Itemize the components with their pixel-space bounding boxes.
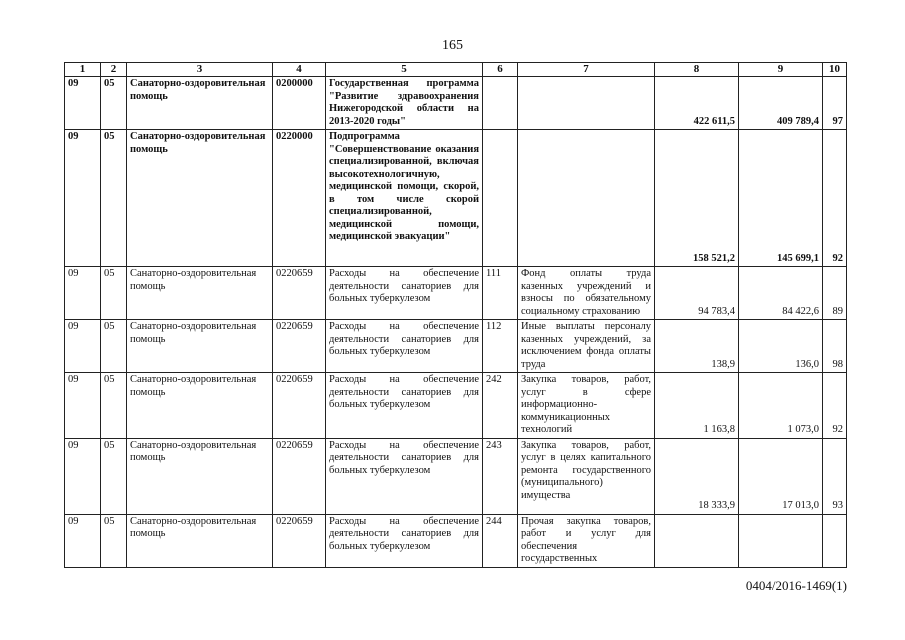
section-name-cell: Санаторно-оздоровительная помощь xyxy=(127,267,273,320)
expense-type-name-cell: Прочая закупка товаров, работ и услуг для обеспечения государственных xyxy=(518,514,655,567)
column-header: 1 xyxy=(65,63,101,77)
expense-type-code-cell: 244 xyxy=(483,514,518,567)
article-name-cell: Расходы на обеспечение деятельности санаториев для больных туберкулезом xyxy=(326,320,483,373)
section-code-cell: 09 xyxy=(65,267,101,320)
article-name-cell: Расходы на обеспечение деятельности санаториев для больных туберкулезом xyxy=(326,438,483,514)
section-code-cell: 09 xyxy=(65,514,101,567)
percent-cell: 92 xyxy=(823,130,847,267)
expense-type-code-cell xyxy=(483,77,518,130)
percent-cell xyxy=(823,514,847,567)
article-name-cell: Расходы на обеспечение деятельности санаториев для больных туберкулезом xyxy=(326,373,483,439)
target-article-cell: 0220659 xyxy=(273,514,326,567)
target-article-cell: 0220659 xyxy=(273,320,326,373)
target-article-cell: 0220659 xyxy=(273,267,326,320)
column-header: 10 xyxy=(823,63,847,77)
subsection-code-cell: 05 xyxy=(101,77,127,130)
column-header: 3 xyxy=(127,63,273,77)
table-body xyxy=(65,77,847,568)
expense-type-name-cell: Закупка товаров, работ, услуг в сфере информационно-коммуникационных технологий xyxy=(518,373,655,439)
expense-type-name-cell: Закупка товаров, работ, услуг в целях капитального ремонта государственного (муниципального) имущества xyxy=(518,438,655,514)
planned-amount-cell: 422 611,5 xyxy=(655,77,739,130)
section-code-cell: 09 xyxy=(65,438,101,514)
planned-amount-cell: 18 333,9 xyxy=(655,438,739,514)
expense-type-code-cell: 242 xyxy=(483,373,518,439)
column-header: 9 xyxy=(739,63,823,77)
target-article-cell: 0220659 xyxy=(273,373,326,439)
subsection-code-cell: 05 xyxy=(101,373,127,439)
section-name-cell: Санаторно-оздоровительная помощь xyxy=(127,320,273,373)
section-name-cell: Санаторно-оздоровительная помощь xyxy=(127,438,273,514)
article-name-cell: Расходы на обеспечение деятельности санаториев для больных туберкулезом xyxy=(326,514,483,567)
column-header: 6 xyxy=(483,63,518,77)
target-article-cell: 0220659 xyxy=(273,438,326,514)
article-name-cell: Подпрограмма "Совершенствование оказания специализированной, включая высокотехнологичную, медицинской помощи, скорой, в том числе скорой специализированной, медицинской помощи, медицинской эвакуации" xyxy=(326,130,483,267)
planned-amount-cell: 158 521,2 xyxy=(655,130,739,267)
expense-type-code-cell: 243 xyxy=(483,438,518,514)
subsection-code-cell: 05 xyxy=(101,320,127,373)
executed-amount-cell: 17 013,0 xyxy=(739,438,823,514)
executed-amount-cell: 136,0 xyxy=(739,320,823,373)
column-header: 5 xyxy=(326,63,483,77)
section-code-cell: 09 xyxy=(65,320,101,373)
table-row xyxy=(65,373,847,439)
budget-table xyxy=(64,62,847,568)
section-name-cell: Санаторно-оздоровительная помощь xyxy=(127,373,273,439)
subsection-code-cell: 05 xyxy=(101,514,127,567)
target-article-cell: 0220000 xyxy=(273,130,326,267)
percent-cell: 89 xyxy=(823,267,847,320)
expense-type-code-cell: 111 xyxy=(483,267,518,320)
planned-amount-cell: 94 783,4 xyxy=(655,267,739,320)
expense-type-code-cell xyxy=(483,130,518,267)
table-row xyxy=(65,130,847,267)
expense-type-name-cell xyxy=(518,77,655,130)
section-name-cell: Санаторно-оздоровительная помощь xyxy=(127,130,273,267)
document-code: 0404/2016-1469(1) xyxy=(745,578,847,593)
subsection-code-cell: 05 xyxy=(101,130,127,267)
percent-cell: 98 xyxy=(823,320,847,373)
executed-amount-cell: 1 073,0 xyxy=(739,373,823,439)
table-row xyxy=(65,438,847,514)
section-name-cell: Санаторно-оздоровительная помощь xyxy=(127,77,273,130)
table-row xyxy=(65,267,847,320)
header-row xyxy=(65,63,847,77)
expense-type-name-cell: Иные выплаты персоналу казенных учреждений, за исключением фонда оплаты труда xyxy=(518,320,655,373)
executed-amount-cell: 145 699,1 xyxy=(739,130,823,267)
column-header: 7 xyxy=(518,63,655,77)
subsection-code-cell: 05 xyxy=(101,267,127,320)
article-name-cell: Государственная программа "Развитие здравоохранения Нижегородской области на 2013-2020 годы" xyxy=(326,77,483,130)
executed-amount-cell xyxy=(739,514,823,567)
expense-type-name-cell: Фонд оплаты труда казенных учреждений и взносы по обязательному социальному страхованию xyxy=(518,267,655,320)
expense-type-name-cell xyxy=(518,130,655,267)
expense-type-code-cell: 112 xyxy=(483,320,518,373)
section-code-cell: 09 xyxy=(65,77,101,130)
section-code-cell: 09 xyxy=(65,130,101,267)
column-header: 8 xyxy=(655,63,739,77)
table-row xyxy=(65,77,847,130)
executed-amount-cell: 409 789,4 xyxy=(739,77,823,130)
column-header: 2 xyxy=(101,63,127,77)
executed-amount-cell: 84 422,6 xyxy=(739,267,823,320)
column-header: 4 xyxy=(273,63,326,77)
planned-amount-cell: 1 163,8 xyxy=(655,373,739,439)
section-name-cell: Санаторно-оздоровительная помощь xyxy=(127,514,273,567)
article-name-cell: Расходы на обеспечение деятельности санаториев для больных туберкулезом xyxy=(326,267,483,320)
percent-cell: 97 xyxy=(823,77,847,130)
subsection-code-cell: 05 xyxy=(101,438,127,514)
page-number: 165 xyxy=(442,38,463,53)
table-row xyxy=(65,320,847,373)
table-row xyxy=(65,514,847,567)
target-article-cell: 0200000 xyxy=(273,77,326,130)
planned-amount-cell: 138,9 xyxy=(655,320,739,373)
percent-cell: 92 xyxy=(823,373,847,439)
planned-amount-cell xyxy=(655,514,739,567)
section-code-cell: 09 xyxy=(65,373,101,439)
percent-cell: 93 xyxy=(823,438,847,514)
